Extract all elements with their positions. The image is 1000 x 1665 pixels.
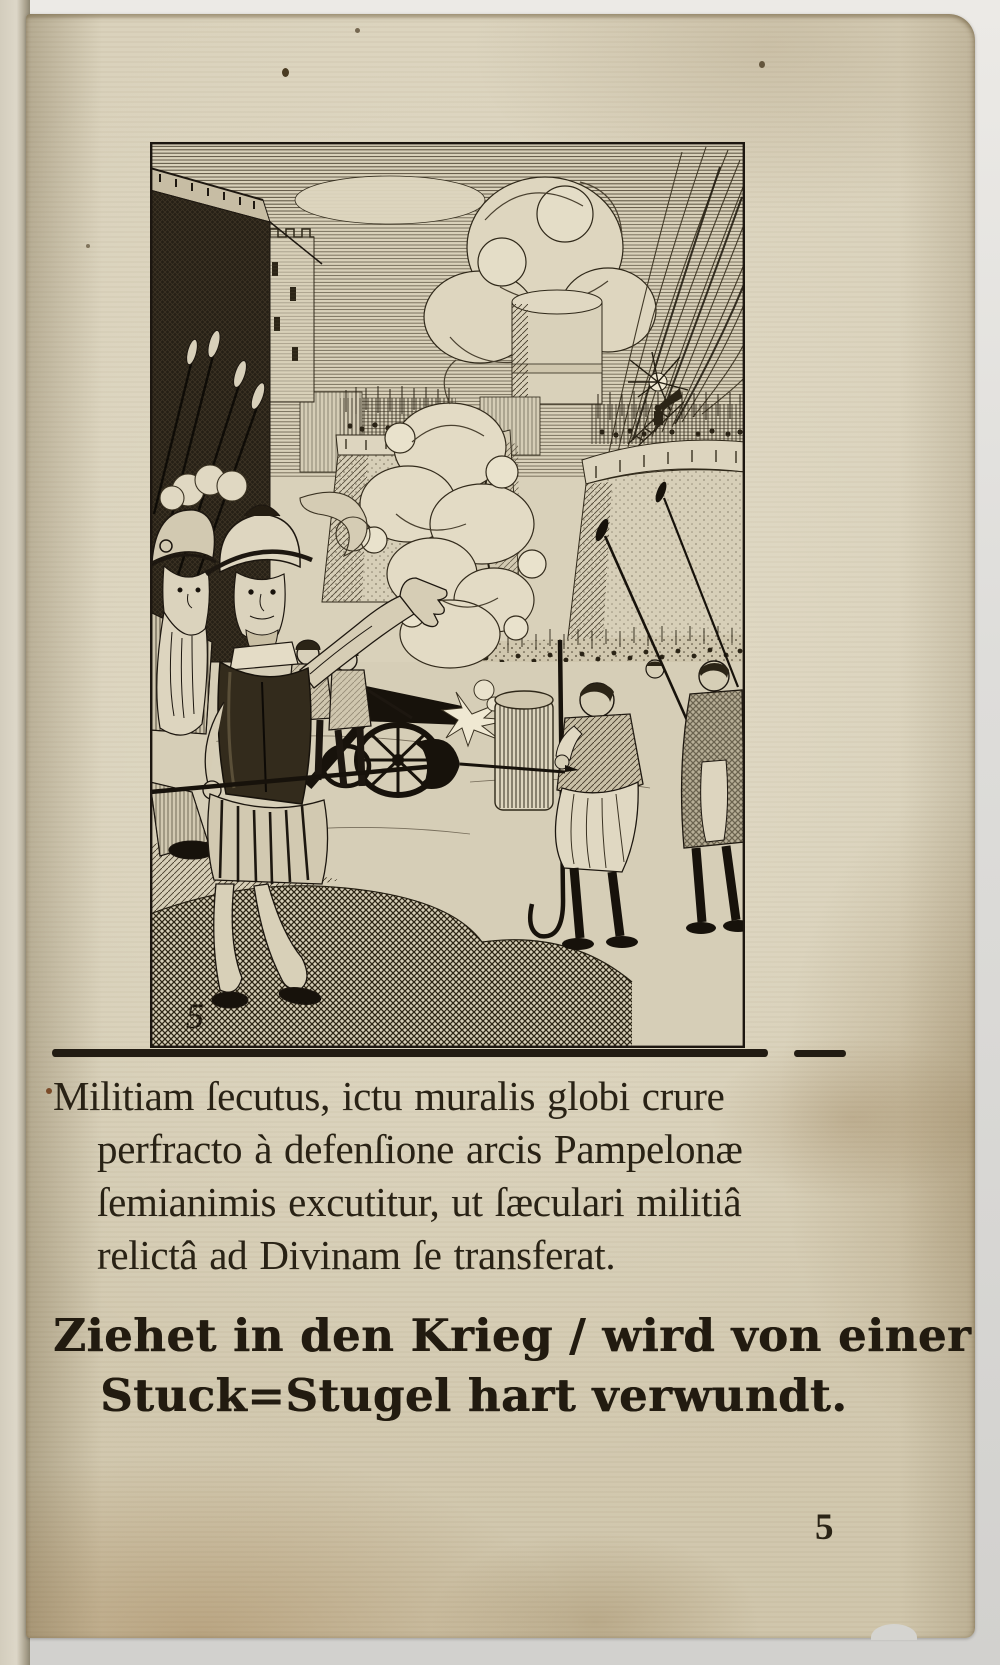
latin-caption	[53, 1070, 903, 1282]
engraving-illustration	[150, 142, 745, 1048]
plate-number-etched: 5	[186, 996, 204, 1036]
foxing-speck	[282, 68, 289, 77]
german-caption	[53, 1306, 972, 1426]
right-bastion	[566, 388, 745, 664]
rear-tower	[512, 290, 602, 404]
foxing-speck	[86, 244, 90, 248]
german-line-2: Stuck=Stugel hart verwundt.	[100, 1369, 848, 1422]
separator-rule-dash	[794, 1050, 846, 1057]
foxing-speck	[46, 1088, 52, 1094]
latin-line-3: ſemianimis excutitur, ut ſæculari militiâ	[97, 1179, 742, 1225]
gabion-basket	[495, 691, 553, 810]
page-number: 5	[815, 1507, 834, 1548]
book-page	[26, 14, 975, 1638]
latin-line-2: perfracto à defenſione arcis Pampelonæ	[97, 1126, 743, 1172]
skirt	[208, 794, 328, 884]
foxing-speck	[355, 28, 360, 33]
separator-rule	[52, 1049, 768, 1057]
german-line-1: Ziehet in den Krieg / wird von einer	[53, 1309, 972, 1362]
page-edge-notch	[871, 1624, 917, 1640]
latin-line-4: relictâ ad Divinam ſe transferat.	[97, 1232, 616, 1278]
latin-line-1: Militiam ſecutus, ictu muralis globi crure	[53, 1073, 725, 1119]
foxing-speck	[759, 61, 765, 68]
engraving-plate	[150, 142, 745, 1048]
